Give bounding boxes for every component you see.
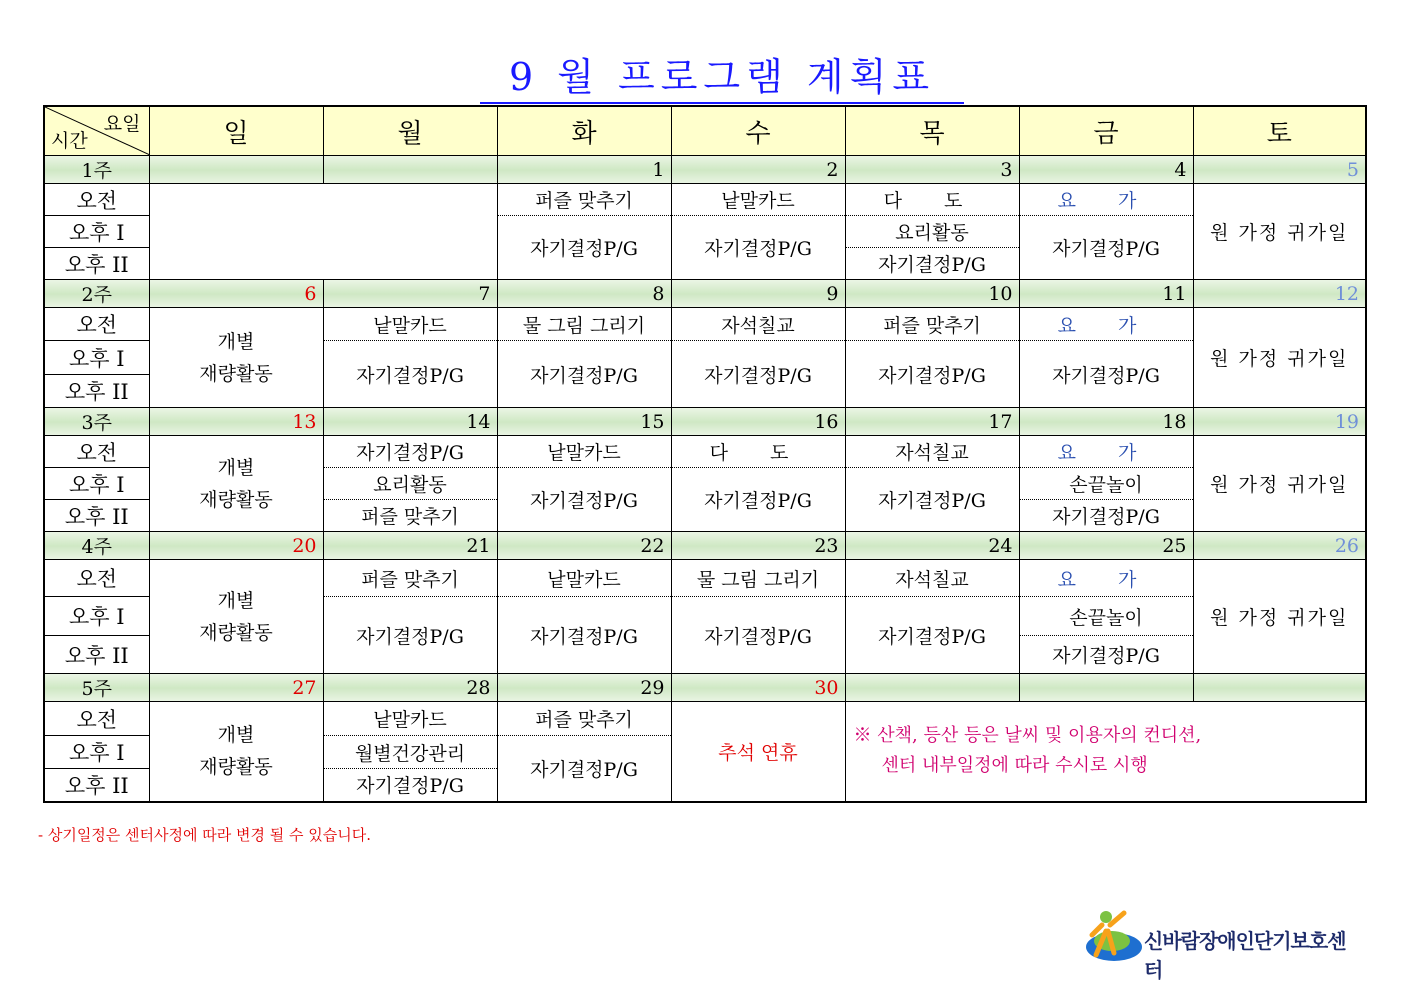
date-cell (1193, 674, 1366, 702)
day-header-tue: 화 (497, 106, 671, 156)
program-cell: 자기결정P/G (845, 341, 1019, 408)
date-cell: 9 (671, 280, 845, 308)
date-cell: 27 (149, 674, 323, 702)
schedule-table (43, 105, 1367, 803)
date-cell: 3 (845, 156, 1019, 184)
date-cell: 12 (1193, 280, 1366, 308)
leisure-cell (149, 308, 323, 408)
program-cell: 자기결정P/G (671, 468, 845, 532)
date-cell: 21 (323, 532, 497, 560)
day-header-thu: 목 (845, 106, 1019, 156)
program-cell: 퍼즐 맞추기 (497, 184, 671, 216)
day-header-sat: 토 (1193, 106, 1366, 156)
leisure-cell (149, 560, 323, 674)
empty-cell (149, 184, 497, 280)
program-cell: 자기결정P/G (497, 341, 671, 408)
program-cell: 자기결정P/G (671, 341, 845, 408)
slot-label: 오후 II (44, 500, 149, 532)
program-cell: 낱말카드 (671, 184, 845, 216)
week-row (44, 408, 1366, 436)
logo-text: 신바람장애인단기보호센터 (1144, 929, 1346, 982)
corner-time-label: 시간 (51, 130, 88, 152)
corner-header (44, 106, 149, 156)
leisure-line: 재량활동 (199, 756, 273, 779)
center-logo (1084, 905, 1354, 982)
program-cell: 요리활동 (323, 468, 497, 500)
program-cell: 손끝놀이 (1019, 597, 1193, 636)
program-cell: 요 가 (1019, 184, 1193, 216)
program-cell: 자석칠교 (845, 560, 1019, 597)
week-row (44, 156, 1366, 184)
date-cell (845, 674, 1019, 702)
home-day-cell: 원 가정 귀가일 (1193, 184, 1366, 280)
slot-label: 오전 (44, 308, 149, 341)
program-cell: 손끝놀이 (1019, 468, 1193, 500)
date-cell: 6 (149, 280, 323, 308)
program-cell: 다 도 (845, 184, 1019, 216)
week-row (44, 674, 1366, 702)
date-cell: 19 (1193, 408, 1366, 436)
date-cell (149, 156, 323, 184)
program-cell: 자기결정P/G (671, 216, 845, 280)
leisure-line: 개별 (217, 724, 255, 747)
day-header-fri: 금 (1019, 106, 1193, 156)
date-cell: 2 (671, 156, 845, 184)
corner-day-label: 요일 (103, 113, 141, 135)
leisure-line: 개별 (217, 456, 255, 479)
slot-label: 오후 II (44, 636, 149, 674)
program-cell: 낱말카드 (497, 436, 671, 468)
date-cell: 14 (323, 408, 497, 436)
program-cell: 퍼즐 맞추기 (845, 308, 1019, 341)
program-cell: 퍼즐 맞추기 (497, 702, 671, 736)
program-cell: 자기결정P/G (497, 216, 671, 280)
week-label: 5주 (44, 674, 149, 702)
footnote: - 상기일정은 센터사정에 따라 변경 될 수 있습니다. (38, 826, 372, 844)
date-cell: 11 (1019, 280, 1193, 308)
leisure-line: 재량활동 (199, 488, 273, 511)
notice-line: ※ 산책, 등산 등은 날씨 및 이용자의 컨디션, (853, 725, 1202, 747)
slot-label: 오후 II (44, 248, 149, 280)
program-cell: 자기결정P/G (1019, 341, 1193, 408)
program-cell: 자기결정P/G (1019, 216, 1193, 280)
program-cell: 물 그림 그리기 (671, 560, 845, 597)
date-cell: 1 (497, 156, 671, 184)
leisure-line: 재량활동 (199, 621, 273, 644)
slot-label: 오후 I (44, 597, 149, 636)
date-cell: 7 (323, 280, 497, 308)
date-cell: 17 (845, 408, 1019, 436)
program-cell: 자석칠교 (845, 436, 1019, 468)
home-day-cell: 원 가정 귀가일 (1193, 560, 1366, 674)
home-day-cell: 원 가정 귀가일 (1193, 436, 1366, 532)
leisure-cell (149, 436, 323, 532)
program-cell: 물 그림 그리기 (497, 308, 671, 341)
program-cell: 낱말카드 (323, 308, 497, 341)
home-day-cell: 원 가정 귀가일 (1193, 308, 1366, 408)
date-cell: 5 (1193, 156, 1366, 184)
date-cell: 10 (845, 280, 1019, 308)
program-cell: 자기결정P/G (1019, 636, 1193, 674)
program-cell: 자석칠교 (671, 308, 845, 341)
week-label: 3주 (44, 408, 149, 436)
title-underline (480, 52, 964, 104)
date-cell: 25 (1019, 532, 1193, 560)
program-cell: 자기결정P/G (497, 468, 671, 532)
program-cell: 낱말카드 (323, 702, 497, 736)
slot-label: 오후 I (44, 468, 149, 500)
date-cell: 28 (323, 674, 497, 702)
slot-label: 오전 (44, 436, 149, 468)
date-cell: 18 (1019, 408, 1193, 436)
program-cell: 자기결정P/G (497, 736, 671, 802)
day-header-mon: 월 (323, 106, 497, 156)
week-label: 2주 (44, 280, 149, 308)
leisure-line: 개별 (217, 589, 255, 612)
slot-label: 오후 II (44, 375, 149, 408)
week-row (44, 280, 1366, 308)
date-cell: 22 (497, 532, 671, 560)
week-label: 4주 (44, 532, 149, 560)
slot-label: 오후 I (44, 736, 149, 769)
notice-line: 센터 내부일정에 따라 수시로 시행 (881, 755, 1148, 777)
date-cell: 29 (497, 674, 671, 702)
program-cell: 요 가 (1019, 308, 1193, 341)
date-cell: 24 (845, 532, 1019, 560)
leisure-line: 개별 (217, 330, 255, 353)
program-cell: 자기결정P/G (323, 769, 497, 802)
program-cell: 자기결정P/G (845, 597, 1019, 674)
day-header-wed: 수 (671, 106, 845, 156)
program-cell: 요 가 (1019, 560, 1193, 597)
slot-label: 오후 II (44, 769, 149, 802)
date-cell: 20 (149, 532, 323, 560)
date-cell: 16 (671, 408, 845, 436)
day-header-sun: 일 (149, 106, 323, 156)
program-cell: 자기결정P/G (845, 248, 1019, 280)
program-cell: 자기결정P/G (671, 597, 845, 674)
notice-cell (845, 702, 1366, 802)
slot-label: 오후 I (44, 341, 149, 375)
program-cell: 자기결정P/G (323, 341, 497, 408)
date-cell: 26 (1193, 532, 1366, 560)
program-cell: 자기결정P/G (323, 436, 497, 468)
date-cell (1019, 674, 1193, 702)
date-cell: 4 (1019, 156, 1193, 184)
logo-icon (1084, 905, 1144, 975)
program-cell: 자기결정P/G (323, 597, 497, 674)
week-label: 1주 (44, 156, 149, 184)
program-cell: 월별건강관리 (323, 736, 497, 769)
slot-label: 오전 (44, 702, 149, 736)
program-cell: 요리활동 (845, 216, 1019, 248)
date-cell: 15 (497, 408, 671, 436)
leisure-cell (149, 702, 323, 802)
slot-label: 오전 (44, 184, 149, 216)
date-cell (323, 156, 497, 184)
date-cell: 30 (671, 674, 845, 702)
date-cell: 23 (671, 532, 845, 560)
program-cell: 다 도 (671, 436, 845, 468)
date-cell: 13 (149, 408, 323, 436)
page-title: 9 월 프로그램 계획표 (508, 55, 936, 99)
slot-label: 오후 I (44, 216, 149, 248)
leisure-line: 재량활동 (199, 362, 273, 385)
slot-label: 오전 (44, 560, 149, 597)
holiday-cell: 추석 연휴 (671, 702, 845, 802)
program-cell: 자기결정P/G (1019, 500, 1193, 532)
program-cell: 낱말카드 (497, 560, 671, 597)
program-cell: 자기결정P/G (845, 468, 1019, 532)
week-row (44, 532, 1366, 560)
program-cell: 퍼즐 맞추기 (323, 560, 497, 597)
date-cell: 8 (497, 280, 671, 308)
program-cell: 자기결정P/G (497, 597, 671, 674)
program-cell: 요 가 (1019, 436, 1193, 468)
program-cell: 퍼즐 맞추기 (323, 500, 497, 532)
